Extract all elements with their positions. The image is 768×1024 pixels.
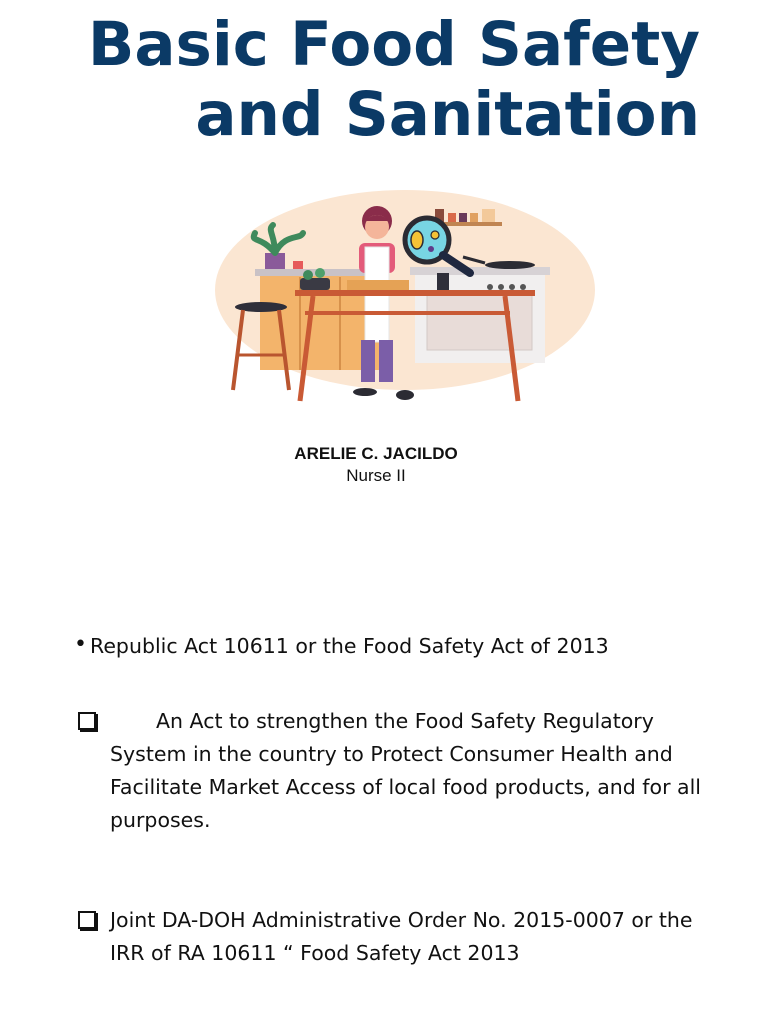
bullet-text: Joint DA-DOH Administrative Order No. 2015-0007 or the IRR of RA 10611 “ Food Safety Act 2013 bbox=[110, 908, 693, 965]
author-block bbox=[0, 443, 752, 487]
bullet-item bbox=[110, 904, 730, 970]
bullet-text: Republic Act 10611 or the Food Safety Act of 2013 bbox=[90, 634, 609, 658]
bullet-text: An Act to strengthen the Food Safety Regulatory System in the country to Protect Consumer Health and Facilitate Market Access of local food products, and for all purposes. bbox=[110, 709, 701, 832]
page-title bbox=[60, 10, 700, 150]
checkbox-square-icon bbox=[78, 911, 96, 929]
author-role: Nurse II bbox=[346, 466, 406, 485]
chef-kitchen-illustration bbox=[205, 185, 600, 405]
author-name: ARELIE C. JACILDO bbox=[294, 444, 458, 463]
bullet-dot-icon: • bbox=[74, 632, 87, 657]
bullet-item bbox=[110, 705, 730, 837]
checkbox-square-icon bbox=[78, 712, 96, 730]
title-line-1: Basic Food Safety bbox=[87, 9, 700, 80]
title-line-2: and Sanitation bbox=[195, 79, 700, 150]
